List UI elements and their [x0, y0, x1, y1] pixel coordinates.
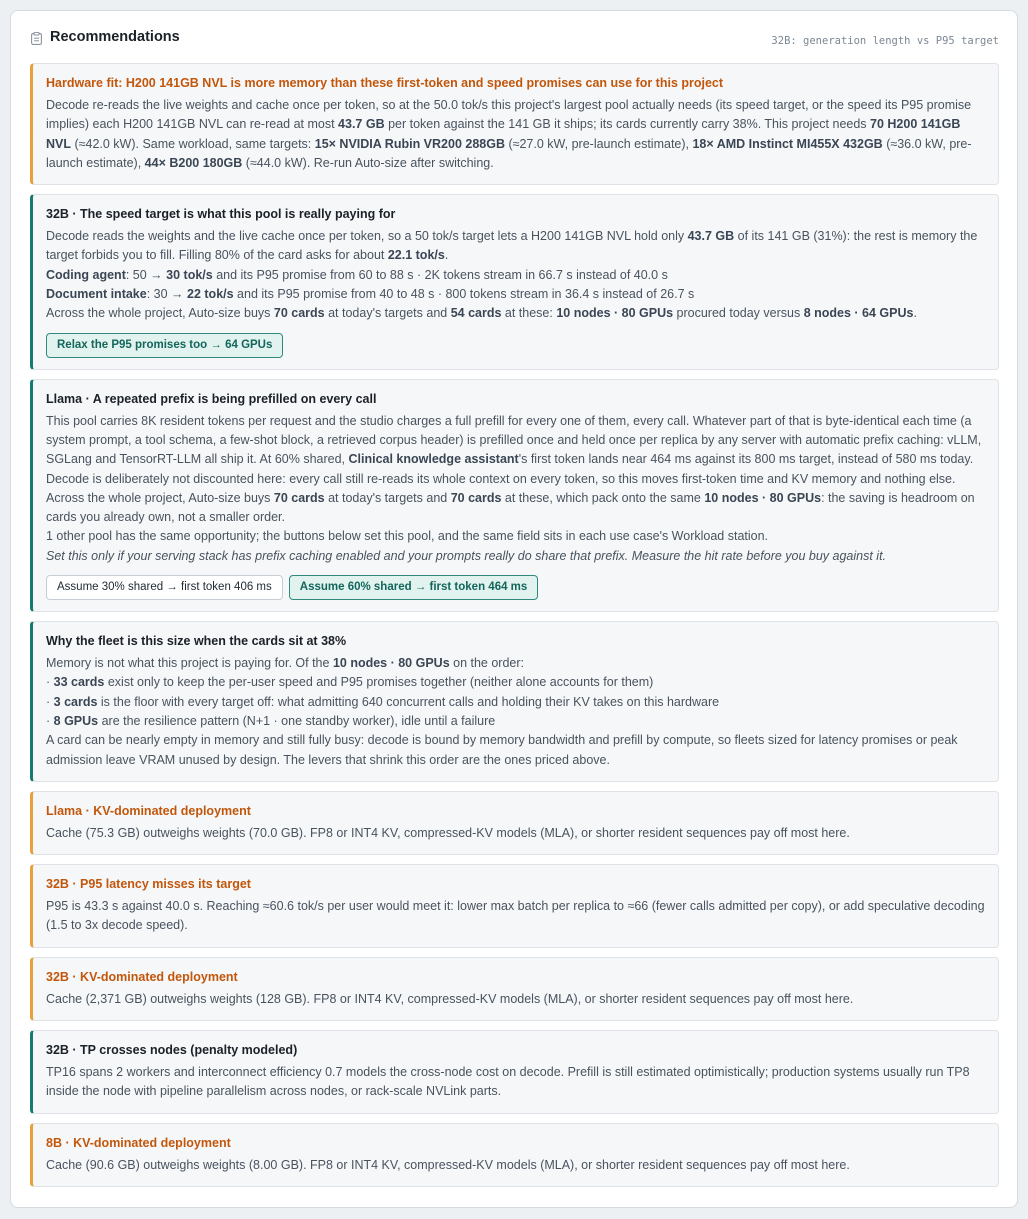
- body-text: 1 other pool has the same opportunity; the buttons below set this pool, and the same field sits in each use case's Workload station.: [46, 529, 769, 544]
- emphasis-text: 10 nodes · 80 GPUs: [332, 656, 450, 671]
- card-paragraph: [46, 527, 986, 546]
- emphasis-text: 70 cards: [450, 490, 502, 505]
- body-text: : 50 →: [125, 267, 167, 282]
- emphasis-text: 8 GPUs: [53, 713, 99, 728]
- card-paragraph: [46, 1063, 986, 1102]
- emphasis-text: 43.7 GB: [338, 117, 385, 132]
- body-text: per token against the 141 GB it ships; its cards currently carry 38%. This project needs: [384, 117, 871, 132]
- panel-title: Recommendations: [50, 29, 180, 45]
- body-text: Across the whole project, Auto-size buys: [46, 490, 274, 505]
- body-text: : 30 →: [146, 287, 188, 302]
- body-text: and its P95 promise from 60 to 88 s · 2K tokens stream in 66.7 s instead of 40.0 s: [212, 267, 668, 282]
- assume-60-shared-button[interactable]: Assume 60% shared → first token 464 ms: [289, 575, 539, 600]
- body-text: 's first token lands near 464 ms against its 800 ms target, instead of 580 ms today. Decode is deliberately not discounted here: every call still re-reads its whole context on every token, so this moves first-token time and KV memory and nothing else.: [46, 452, 974, 486]
- card-paragraph: [46, 227, 986, 266]
- card-paragraph: [46, 1156, 986, 1175]
- recommendation-card-prefix-caching: [30, 379, 999, 612]
- card-paragraph: [46, 96, 986, 173]
- card-paragraph: [46, 731, 986, 770]
- body-text: Decode reads the weights and the live cache once per token, so a 50 tok/s target lets a H200 141GB NVL hold only: [46, 229, 688, 244]
- emphasis-text: 54 cards: [450, 306, 502, 321]
- recommendation-card-llama-kv: [30, 791, 999, 855]
- recommendation-card-hardware-fit: [30, 63, 999, 185]
- card-title: Why the fleet is this size when the cards sit at 38%: [46, 634, 347, 649]
- emphasis-text: 18× AMD Instinct MI455X 432GB: [692, 136, 883, 151]
- recommendation-card-32b-kv: [30, 957, 999, 1021]
- body-text: P95 is 43.3 s against 40.0 s. Reaching ≈60.6 tok/s per user would meet it: lower max batch per replica to ≈66 (fewer calls admitted per copy), or add speculative decoding (1.5 to 3x decode speed).: [46, 899, 985, 933]
- card-body: [46, 897, 986, 936]
- relax-p95-button[interactable]: Relax the P95 promises too → 64 GPUs: [46, 333, 283, 358]
- card-title: Hardware fit: H200 141GB NVL is more memory than these first-token and speed promises can use for this project: [46, 76, 724, 90]
- card-paragraph: [46, 990, 986, 1009]
- body-text: Cache (75.3 GB) outweighs weights (70.0 GB). FP8 or INT4 KV, compressed-KV models (MLA), or shorter resident sequences pay off most here.: [46, 825, 850, 840]
- body-text: (≈27.0 kW, pre-launch estimate),: [504, 136, 693, 151]
- body-text: ·: [46, 694, 54, 709]
- emphasis-text: 44× B200 180GB: [144, 155, 243, 170]
- card-title: 8B · KV-dominated deployment: [46, 1135, 231, 1150]
- card-actions: [46, 575, 986, 600]
- body-text: A card can be nearly empty in memory and still fully busy: decode is bound by memory bandwidth and prefill by compute, so fleets sized for latency promises or peak admission leave VRAM unused by design. The levers that shrink this order are the ones priced above.: [46, 733, 958, 767]
- card-actions: [46, 333, 986, 358]
- body-text: Cache (2,371 GB) outweighs weights (128 GB). FP8 or INT4 KV, compressed-KV models (MLA), or shorter resident sequences pay off most here.: [46, 991, 854, 1006]
- card-body: [46, 96, 986, 173]
- card-title: 32B · KV-dominated deployment: [46, 969, 238, 984]
- card-paragraph: [46, 654, 986, 673]
- panel-subtitle: 32B: generation length vs P95 target: [771, 35, 999, 47]
- body-text: procured today versus: [673, 306, 804, 321]
- card-body: [46, 1063, 986, 1102]
- card-paragraph: [46, 712, 986, 731]
- card-body: [46, 824, 986, 843]
- card-title: 32B · TP crosses nodes (penalty modeled): [46, 1043, 298, 1058]
- emphasis-text: 70 cards: [273, 490, 325, 505]
- body-text: TP16 spans 2 workers and interconnect efficiency 0.7 models the cross-node cost on decode. Prefill is still estimated optimistically; production systems usually run TP8 inside the node with pipeline parallelism across nodes, or rack-scale NVLink parts.: [46, 1065, 970, 1099]
- card-title: Llama · A repeated prefix is being prefilled on every call: [46, 391, 377, 406]
- emphasis-text: 8 nodes · 64 GPUs: [803, 306, 914, 321]
- emphasis-text: 3 cards: [53, 694, 98, 709]
- emphasis-text: Coding agent: [46, 267, 126, 282]
- emphasis-text: 70 cards: [273, 306, 325, 321]
- body-text: are the resilience pattern (N+1 · one standby worker), idle until a failure: [98, 713, 496, 728]
- card-body: [46, 412, 986, 566]
- card-paragraph: [46, 489, 986, 528]
- card-paragraph: [46, 824, 986, 843]
- recommendation-list: [30, 63, 999, 1196]
- emphasis-text: 43.7 GB: [687, 229, 735, 244]
- card-paragraph: [46, 304, 986, 323]
- assume-30-shared-button[interactable]: Assume 30% shared → first token 406 ms: [46, 575, 283, 600]
- recommendation-card-tp-crosses-nodes: [30, 1030, 999, 1114]
- recommendation-card-speed-target: [30, 194, 999, 369]
- emphasis-text: Clinical knowledge assistant: [348, 452, 519, 467]
- card-body: [46, 654, 986, 770]
- body-text: is the floor with every target off: what admitting 640 concurrent calls and holding their KV takes on this hardware: [97, 694, 720, 709]
- body-text: at these, which pack onto the same: [501, 490, 705, 505]
- body-text: at these:: [501, 306, 557, 321]
- body-text: : the saving is headroom on cards you already own, not a smaller order.: [46, 490, 975, 525]
- card-body: [46, 990, 986, 1009]
- emphasis-text: 10 nodes · 80 GPUs: [704, 490, 822, 505]
- body-text: .: [444, 248, 449, 263]
- body-text: Across the whole project, Auto-size buys: [46, 306, 274, 321]
- card-title: Llama · KV-dominated deployment: [46, 803, 251, 818]
- body-text: (≈44.0 kW). Re-run Auto-size after switching.: [242, 155, 494, 170]
- card-paragraph: [46, 693, 986, 712]
- body-text: at today's targets and: [324, 490, 451, 505]
- body-text: ·: [46, 713, 54, 728]
- emphasis-text: 33 cards: [53, 675, 105, 690]
- recommendation-card-p95-latency: [30, 864, 999, 948]
- card-paragraph: [46, 673, 986, 692]
- card-paragraph: [46, 266, 986, 285]
- body-text: of its 141 GB (31%): the rest is memory the target forbids you to fill. Filling 80% of the card asks for about: [46, 229, 978, 263]
- card-paragraph: [46, 412, 986, 489]
- recommendation-card-8b-kv: [30, 1123, 999, 1187]
- body-text: at today's targets and: [324, 306, 451, 321]
- panel-header: [31, 29, 999, 53]
- body-text: (≈36.0 kW, pre-launch estimate),: [46, 136, 972, 170]
- card-paragraph: [46, 547, 986, 566]
- card-body: [46, 1156, 986, 1175]
- clipboard-icon: [31, 32, 42, 45]
- body-text: (≈42.0 kW). Same workload, same targets:: [71, 136, 315, 151]
- body-text: Set this only if your serving stack has prefix caching enabled and your prompts really do share that prefix. Measure the hit rate before you buy against it.: [46, 548, 887, 563]
- emphasis-text: 22.1 tok/s: [387, 248, 445, 263]
- card-paragraph: [46, 897, 986, 936]
- card-title: 32B · P95 latency misses its target: [46, 877, 251, 892]
- body-text: .: [913, 306, 917, 321]
- body-text: Decode re-reads the live weights and cache once per token, so at the 50.0 tok/s this project's largest pool actually needs (its speed target, or the speed its P95 promise implies) each H200 141GB NVL can re-read at most: [46, 98, 972, 132]
- body-text: Memory is not what this project is paying for. Of the: [46, 656, 333, 671]
- card-title: 32B · The speed target is what this pool is really paying for: [46, 207, 396, 222]
- recommendations-panel: [10, 10, 1018, 1208]
- emphasis-text: 15× NVIDIA Rubin VR200 288GB: [314, 136, 505, 151]
- body-text: This pool carries 8K resident tokens per request and the studio charges a full prefill for every one of them, every call. Whatever part of that is byte-identical each time (a system prompt, a tool schema, a few-shot block, a retrieved corpus header) is prefilled once and held once per replica by any server with automatic prefix caching: vLLM, SGLang and TensorRT-LLM all ship it. At 60% shared,: [46, 413, 982, 467]
- emphasis-text: 30 tok/s: [166, 267, 213, 282]
- card-body: [46, 227, 986, 323]
- emphasis-text: 22 tok/s: [187, 287, 234, 302]
- emphasis-text: 10 nodes · 80 GPUs: [556, 306, 674, 321]
- body-text: and its P95 promise from 40 to 48 s · 800 tokens stream in 36.4 s instead of 26.7 s: [233, 287, 695, 302]
- body-text: Cache (90.6 GB) outweighs weights (8.00 GB). FP8 or INT4 KV, compressed-KV models (MLA), or shorter resident sequences pay off most here.: [46, 1157, 850, 1172]
- body-text: ·: [46, 675, 54, 690]
- emphasis-text: Document intake: [46, 287, 147, 302]
- recommendation-card-fleet-size: [30, 621, 999, 782]
- body-text: on the order:: [449, 656, 525, 671]
- body-text: exist only to keep the per-user speed and P95 promises together (neither alone accounts for them): [104, 675, 654, 690]
- card-paragraph: [46, 285, 986, 304]
- emphasis-text: 70 H200 141GB NVL: [46, 117, 961, 151]
